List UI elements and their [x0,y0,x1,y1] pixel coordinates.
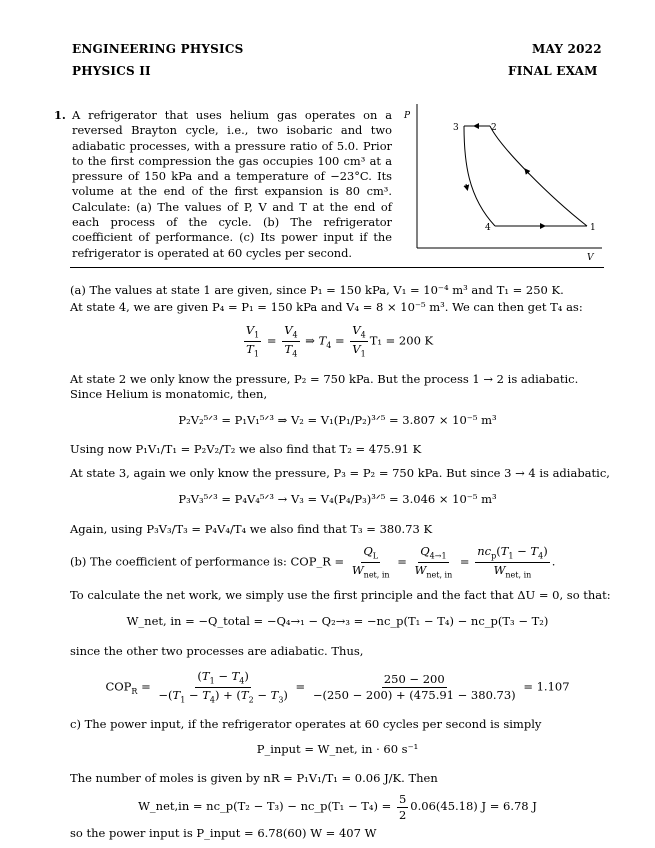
sol-c-moles: The number of moles is given by nR = P₁V₁/T₁ = 0.06 J/K. Then [70,771,438,785]
equation-t4: $\frac{V_1}{T_1}$ = $\frac{V_4}{T_4}$ ⇒ $T_4$ = $\frac{V_4}{V_1}$ T₁ = 200 K [245,323,434,359]
sol-a-state4: At state 4, we are given P₄ = P₁ = 150 kPa and V₄ = 8 × 10⁻⁵ m³. We can then get T₄ as: [70,300,583,314]
equation-wnet-value: W_net,in = nc_p(T₂ − T₃) − nc_p(T₁ − T₄) = $\frac{5}{2}$ 0.06(45.18) J = 6.78 J [138,792,537,822]
v-axis-label: V [587,253,594,263]
sol-a-t3: Again, using P₃V₃/T₃ = P₄V₄/T₄ we also find that T₃ = 380.73 K [70,522,433,536]
exam-date: MAY 2022 [532,42,602,56]
cop-label: (b) The coefficient of performance is: COP_R = [70,554,345,569]
sol-a-t2: Using now P₁V₁/T₁ = P₂V₂/T₂ we also find that T₂ = 475.91 K [70,442,422,456]
sol-a-state3: At state 3, again we only know the pressure, P₃ = P₂ = 750 kPa. But since 3 → 4 is adiabatic, [70,466,610,480]
arrow-1-2 [525,169,529,174]
state-2-label: 2 [491,123,497,133]
eq7-right: 0.06(45.18) J = 6.78 J [410,799,537,814]
sol-a-state2: At state 2 we only know the pressure, P₂ = 750 kPa. But the process 1 → 2 is adiabatic. Since Helium is monatomic, then, [70,372,579,401]
exam-type: FINAL EXAM [508,64,598,78]
equation-pinput: P_input = W_net, in · 60 s⁻¹ [256,742,419,756]
cop-result: = 1.107 [523,679,570,694]
p-axis-label: P [404,111,411,121]
process-1-2-curve [490,126,587,226]
equation-v2: P₂V₂⁵ᐟ³ = P₁V₁⁵ᐟ³ ⇒ V₂ = V₁(P₁/P₂)³ᐟ⁵ = 3.807 × 10⁻⁵ m³ [178,413,497,427]
process-3-4-curve [464,126,495,226]
equation-wnet: W_net, in = −Q_total = −Q₄→₁ − Q₂→₃ = −nc_p(T₁ − T₄) − nc_p(T₃ − T₂) [126,614,549,628]
equation-v3: P₃V₃⁵ᐟ³ = P₄V₄⁵ᐟ³ → V₃ = V₄(P₄/P₃)³ᐟ⁵ = 3.046 × 10⁻⁵ m³ [178,492,497,506]
subject-title: PHYSICS II [72,64,151,78]
state-3-label: 3 [453,123,459,133]
problem-statement [54,108,392,261]
eq1-result: T₁ = 200 K [369,333,434,348]
sol-c-result: so the power input is P_input = 6.78(60) W = 407 W [70,826,377,840]
section-divider [70,267,604,268]
course-title: ENGINEERING PHYSICS [72,42,244,56]
eq7-left: W_net,in = nc_p(T₂ − T₃) − nc_p(T₁ − T₄) = [138,799,392,814]
state-4-label: 4 [485,223,491,233]
equation-cop-value: $COP_R$ = $\frac{(T_1 - T_4)}{-(T_1 - T_4) + (T_2 - T_3)}$ = $\frac{250 - 200}{-(250 - 200) + (475.91 - 380.73)}$ = 1.107 [105,669,570,705]
sol-c-power: c) The power input, if the refrigerator operates at 60 cycles per second is simply [70,717,542,731]
sol-b-adiabatic: since the other two processes are adiabatic. Thus, [70,644,364,658]
problem-number: 1. [54,108,66,122]
sol-b-net-work: To calculate the net work, we simply use the first principle and the fact that ΔU = 0, so that: [70,588,611,602]
sol-a-state1: (a) The values at state 1 are given, since P₁ = 150 kPa, V₁ = 10⁻⁴ m³ and T₁ = 250 K. [70,283,564,297]
problem-text: A refrigerator that uses helium gas operates on a reversed Brayton cycle, i.e., two isobaric and two adiabatic processes, with a pressure ratio of 5.0. Prior to the first compression the gas occupies 100 cm³ at a pressure of 150 kPa and a temperature of −23°C. Its volume at the end of the first expansion is 80 cm³. Calculate: (a) The values of P, V and T at the end of each process of the cycle. (b) The refrigerator coefficient of performance. (c) Its power input if the refrigerator is operated at 60 cycles per second. [72,108,392,260]
pv-diagram [400,102,605,264]
state-1-label: 1 [590,223,596,233]
sol-b-cop: (b) The coefficient of performance is: COP_R = $\frac{Q_L}{W_{net, in}}$ = $\frac{Q_{4\to 1}}{W_{net, in}}$ = $\frac{nc_p(T_1 - T_4)}{W_{net, in}}$ . [70,544,556,580]
arrow-3-4 [466,184,468,190]
